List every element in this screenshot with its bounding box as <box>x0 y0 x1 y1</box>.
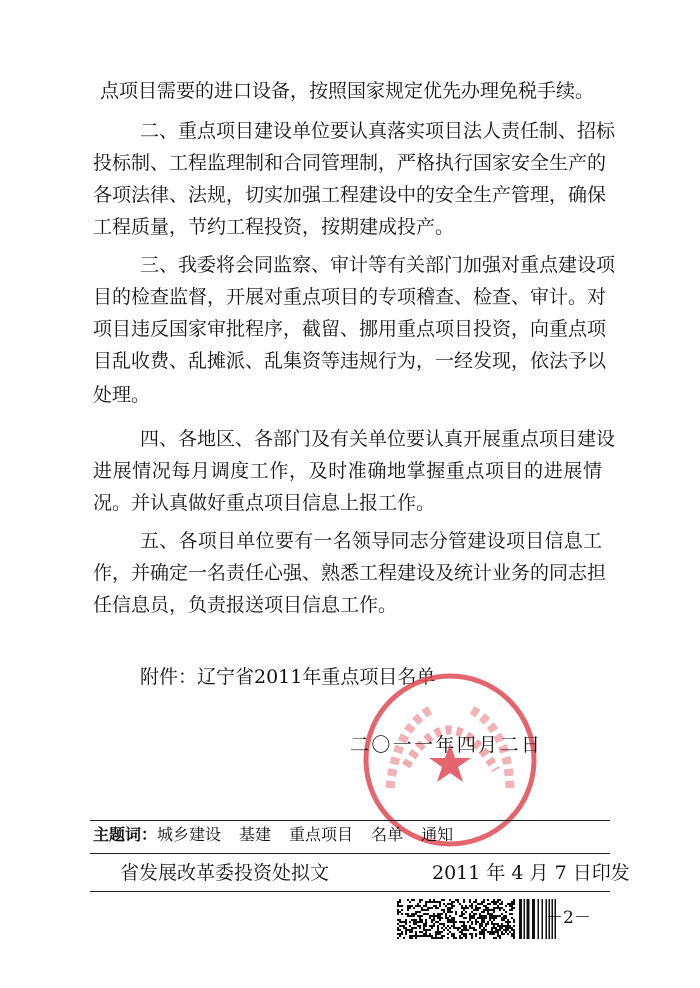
body-line: 投标制、工程监理制和合同管理制，严格执行国家安全生产的 <box>93 152 607 174</box>
document-date: 二〇一一年四月二日 <box>350 734 540 756</box>
body-line: 目的检查监督，开展对重点项目的专项稽查、检查、审计。对 <box>93 286 607 308</box>
body-line: 进展情况每月调度工作，及时准确地掌握重点项目的进展情 <box>93 460 602 482</box>
keyword: 重点项目 <box>289 825 354 844</box>
page-number: －2－ <box>546 908 591 928</box>
body-line: 目乱收费、乱摊派、乱集资等违规行为，一经发现，依法予以 <box>93 350 607 372</box>
issue-date: 2011 年 4 月 7 日印发 <box>432 862 630 884</box>
body-line: 三、我委将会同监察、审计等有关部门加强对重点建设项 <box>140 254 616 276</box>
divider <box>90 891 610 892</box>
body-line: 点项目需要的进口设备，按照国家规定优先办理免税手续。 <box>100 80 595 102</box>
body-line: 况。并认真做好重点项目信息上报工作。 <box>93 492 436 514</box>
keyword: 通知 <box>421 825 454 844</box>
keyword: 名单 <box>371 825 404 844</box>
body-line: 各项法律、法规，切实加强工程建设中的安全生产管理，确保 <box>93 184 607 206</box>
divider <box>90 853 610 854</box>
keyword: 城乡建设 <box>157 825 222 844</box>
body-line: 项目违反国家审批程序，截留、挪用重点项目投资，向重点项 <box>93 318 607 340</box>
body-line: 任信息员，负责报送项目信息工作。 <box>93 594 398 616</box>
body-line: 二、重点项目建设单位要认真落实项目法人责任制、招标 <box>140 120 616 142</box>
body-line: 工程质量，节约工程投资，按期建成投产。 <box>93 216 455 238</box>
keywords-label: 主题词： <box>93 825 158 844</box>
keywords-line <box>93 823 453 847</box>
attachment-line: 附件：辽宁省2011年重点项目名单 <box>140 666 436 688</box>
divider <box>90 820 610 821</box>
body-line: 作，并确定一名责任心强、熟悉工程建设及统计业务的同志担 <box>93 562 607 584</box>
body-line: 五、各项目单位要有一名领导同志分管建设项目信息工 <box>140 530 602 552</box>
body-line: 四、各地区、各部门及有关单位要认真开展重点项目建设 <box>140 428 616 450</box>
issuer: 省发展改革委投资处拟文 <box>120 862 330 884</box>
keyword: 基建 <box>239 825 272 844</box>
body-line: 处理。 <box>93 384 151 406</box>
barcode-icon <box>397 899 559 939</box>
